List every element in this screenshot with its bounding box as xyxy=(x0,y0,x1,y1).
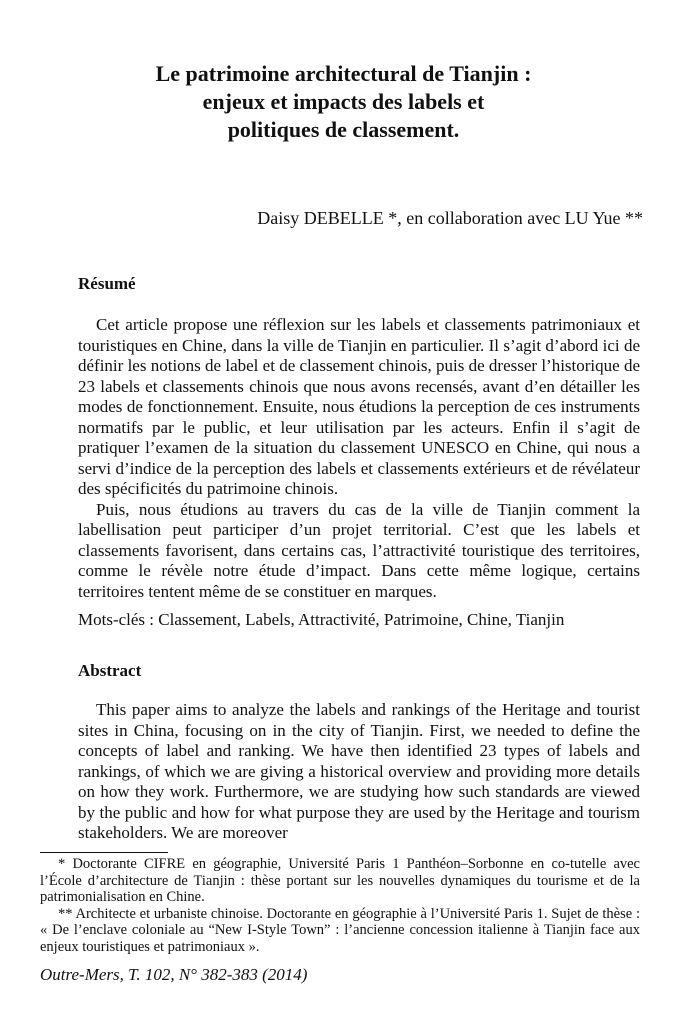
author-line: Daisy DEBELLE *, en collaboration avec LU Yue ** xyxy=(257,208,643,228)
journal-citation: Outre-Mers, T. 102, N° 382-383 (2014) xyxy=(40,965,308,984)
keywords-line: Mots-clés : Classement, Labels, Attractivité, Patrimoine, Chine, Tianjin xyxy=(78,610,565,629)
resume-heading: Résumé xyxy=(78,274,136,293)
resume-body xyxy=(78,315,640,602)
footnote: * Doctorante CIFRE en géographie, Université Paris 1 Panthéon–Sorbonne en co-tutelle avec l’École d’architecture de Tianjin : thèse portant sur les nouvelles dynamiques du tourisme et de la patrimonialisation en Chine. xyxy=(40,856,640,905)
title-line: politiques de classement. xyxy=(227,117,460,142)
abstract-paragraph: This paper aims to analyze the labels and rankings of the Heritage and tourist sites in China, focusing on in the city of Tianjin. First, we needed to define the concepts of label and ranking. We have then identified 23 types of labels and rankings, of which we are giving a historical overview and providing more details on how they work. Furthermore, we are studying how such standards are viewed by the public and how for what purpose they are used by the Heritage and tourism stakeholders. We are moreover xyxy=(78,700,640,842)
footnotes xyxy=(40,856,640,955)
footnote-divider xyxy=(40,852,168,853)
abstract-heading: Abstract xyxy=(78,661,142,680)
abstract-body xyxy=(78,700,640,844)
resume-paragraph: Cet article propose une réflexion sur les labels et classements patrimoniaux et touristiques en Chine, dans la ville de Tianjin en particulier. Il s’agit d’abord ici de définir les notions de label et de classement chinois, puis de dresser l’historique de 23 labels et classements chinois que nous avons recensés, avant d’en détailler les modes de fonctionnement. Ensuite, nous étudions la perception de ces instruments normatifs par le public, et leur utilisation par les acteurs. Enfin il s’agit de pratiquer l’examen de la situation du classement UNESCO en Chine, qui nous a servi d’indice de la perception des labels et classements extérieurs et de révélateur des spécificités du patrimoine chinois. xyxy=(78,315,640,498)
article-title xyxy=(40,60,647,144)
title-line: enjeux et impacts des labels et xyxy=(202,89,485,114)
footnote: ** Architecte et urbaniste chinoise. Doctorante en géographie à l’Université Paris 1. Sujet de thèse : « De l’enclave coloniale au “New I-Style Town” : l’ancienne concession italienne à Tianjin face aux enjeux touristiques et patrimoniaux ». xyxy=(40,905,640,955)
resume-paragraph: Puis, nous étudions au travers du cas de la ville de Tianjin comment la labellisation peut participer d’un projet territorial. C’est que les labels et classements favorisent, dans certains cas, l’attractivité touristique des territoires, comme le révèle notre étude d’impact. Dans cette même logique, certains territoires tentent même de se constituer en marques. xyxy=(78,499,640,601)
title-line: Le patrimoine architectural de Tianjin : xyxy=(155,61,532,86)
